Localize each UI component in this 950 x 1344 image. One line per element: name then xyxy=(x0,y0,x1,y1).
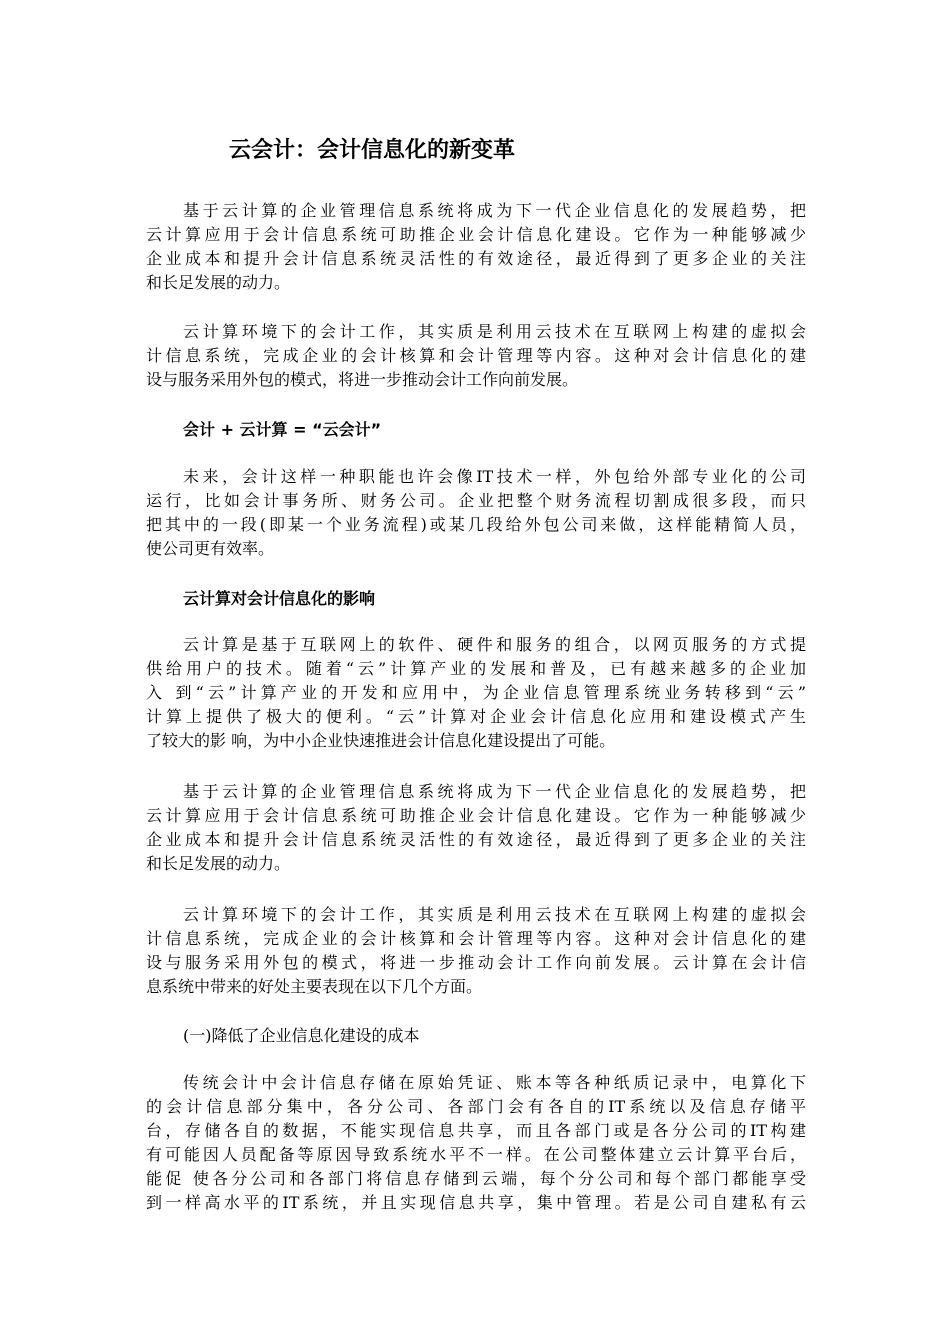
paragraph-line: 的会计信息部分集中，各分公司、各部门会有各自的IT系统以及信息存储平 xyxy=(146,1097,806,1116)
paragraph-line: 云计算环境下的会计工作，其实质是利用云技术在互联网上构建的虚拟会 xyxy=(183,905,806,924)
paragraph xyxy=(146,780,806,876)
paragraph-line: 企业成本和提升会计信息系统灵活性的有效途径，最近得到了更多企业的关注 xyxy=(146,830,806,849)
paragraph-line: 把其中的一段(即某一个业务流程)或某几段给外包公司来做，这样能精简人员， xyxy=(146,515,806,534)
paragraph-line: 传统会计中会计信息存储在原始凭证、账本等各种纸质记录中，电算化下 xyxy=(183,1073,806,1092)
paragraph xyxy=(146,320,806,392)
paragraph-line: 台，存储各自的数据，不能实现信息共享，而且各部门或是各分公司的IT构建 xyxy=(146,1121,806,1140)
document-title: 云会计：会计信息化的新变革 xyxy=(229,138,516,163)
paragraph-line: 云计算应用于会计信息系统可助推企业会计信息化建设。它作为一种能够减少 xyxy=(146,806,806,825)
paragraph-line: 了较大的影 响，为中小企业快速推进会计信息化建设提出了可能。 xyxy=(146,731,616,750)
subsection-heading: (一)降低了企业信息化建设的成本 xyxy=(183,1026,420,1045)
paragraph-line: 和长足发展的动力。 xyxy=(146,854,291,873)
paragraph-line: 运行，比如会计事务所、财务公司。企业把整个财务流程切割成很多段，而只 xyxy=(146,491,806,510)
paragraph-line: 计信息系统，完成企业的会计核算和会计管理等内容。这种对会计信息化的建 xyxy=(146,929,806,948)
section-heading: 云计算对会计信息化的影响 xyxy=(183,589,376,608)
paragraph-line: 企业成本和提升会计信息系统灵活性的有效途径，最近得到了更多企业的关注 xyxy=(146,249,806,268)
paragraph-line: 使公司更有效率。 xyxy=(146,539,275,558)
paragraph xyxy=(146,465,806,561)
paragraph-line: 云计算是基于互联网上的软件、硬件和服务的组合，以网页服务的方式提 xyxy=(183,635,806,654)
paragraph-line: 云计算环境下的会计工作，其实质是利用云技术在互联网上构建的虚拟会 xyxy=(183,322,806,341)
paragraph-line: 能促 使各分公司和各部门将信息存储到云端，每个分公司和每个部门都能享受 xyxy=(146,1169,806,1188)
paragraph-line: 入 到“云”计算产业的开发和应用中，为企业信息管理系统业务转移到“云” xyxy=(146,683,806,702)
paragraph-line: 设与服务采用外包的模式，将进一步推动会计工作向前发展。云计算在会计信 xyxy=(146,953,806,972)
paragraph xyxy=(146,633,806,753)
paragraph-line: 未来，会计这样一种职能也许会像IT技术一样，外包给外部专业化的公司 xyxy=(183,467,806,486)
paragraph-line: 设与服务采用外包的模式，将进一步推动会计工作向前发展。 xyxy=(146,370,579,389)
paragraph xyxy=(146,1071,806,1215)
paragraph-line: 计算上提供了极大的便利。“云”计算对企业会计信息化应用和建设模式产生 xyxy=(146,707,806,726)
paragraph-line: 到一样高水平的IT系统，并且实现信息共享，集中管理。若是公司自建私有云 xyxy=(146,1193,806,1212)
paragraph-line: 息系统中带来的好处主要表现在以下几个方面。 xyxy=(146,977,483,996)
paragraph-line: 基于云计算的企业管理信息系统将成为下一代企业信息化的发展趋势，把 xyxy=(183,782,806,801)
paragraph-line: 有可能因人员配备等原因导致系统水平不一样。在公司整体建立云计算平台后， xyxy=(146,1145,806,1164)
paragraph-line: 云计算应用于会计信息系统可助推企业会计信息化建设。它作为一种能够减少 xyxy=(146,225,806,244)
paragraph xyxy=(146,903,806,999)
paragraph-line: 供给用户的技术。随着“云”计算产业的发展和普及，已有越来越多的企业加 xyxy=(146,659,806,678)
paragraph-line: 基于云计算的企业管理信息系统将成为下一代企业信息化的发展趋势，把 xyxy=(183,201,806,220)
paragraph xyxy=(146,199,806,295)
paragraph-line: 计信息系统，完成企业的会计核算和会计管理等内容。这种对会计信息化的建 xyxy=(146,346,806,365)
paragraph-line: 和长足发展的动力。 xyxy=(146,273,291,292)
section-heading: 会计 + 云计算 = “云会计” xyxy=(183,420,382,439)
